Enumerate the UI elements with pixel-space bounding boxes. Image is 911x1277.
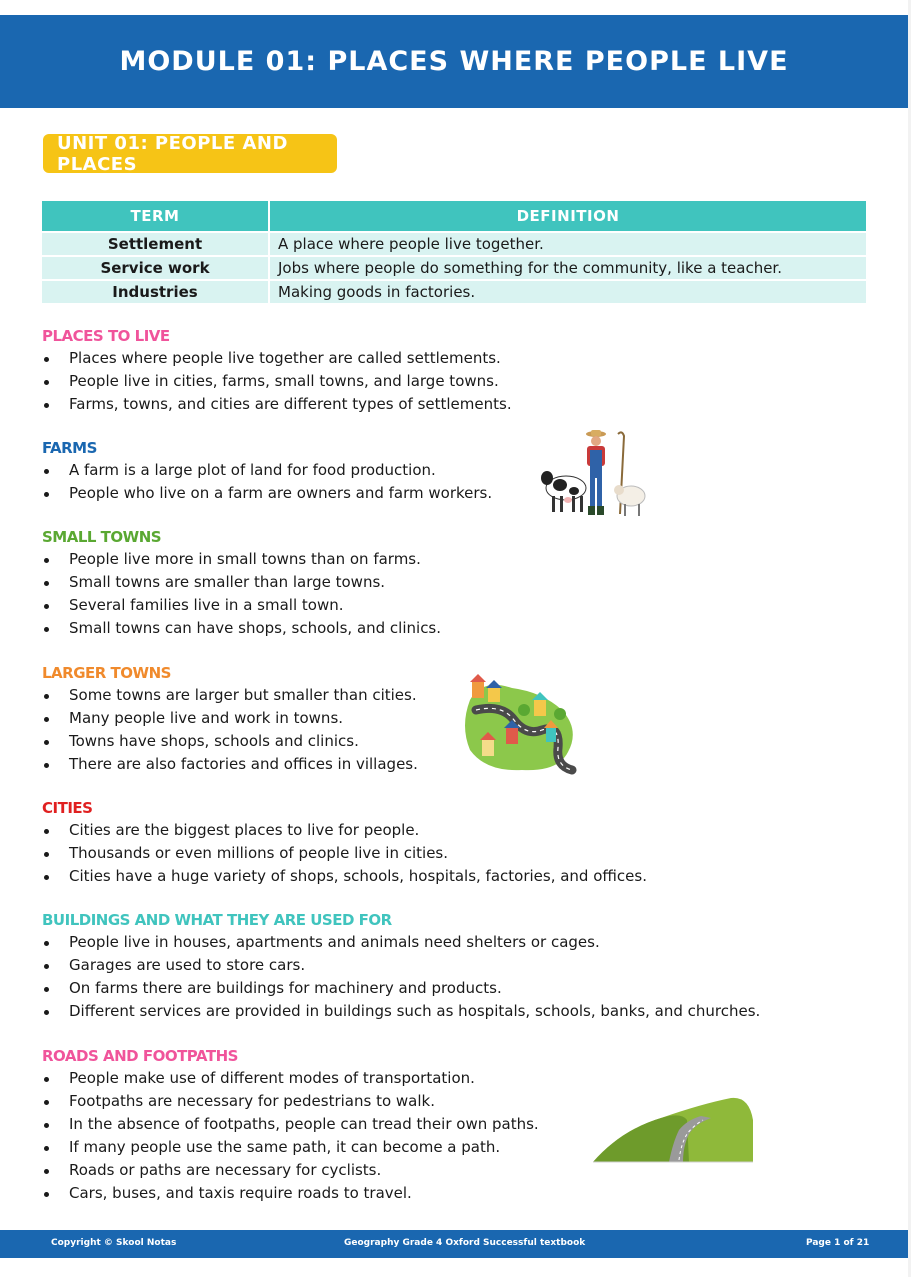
list-item: Small towns are smaller than large towns. bbox=[42, 571, 441, 594]
list-item: Some towns are larger but smaller than cities. bbox=[42, 684, 418, 707]
bullet-list bbox=[42, 684, 418, 776]
section-farms bbox=[42, 437, 492, 505]
section-heading: PLACES TO LIVE bbox=[42, 327, 170, 345]
list-item: Cities are the biggest places to live for people. bbox=[42, 819, 647, 842]
list-item: If many people use the same path, it can become a path. bbox=[42, 1136, 539, 1159]
list-item: Small towns can have shops, schools, and clinics. bbox=[42, 617, 441, 640]
town-illustration bbox=[462, 670, 577, 775]
footer-copyright: Copyright © Skool Notas bbox=[51, 1238, 177, 1248]
list-item: Garages are used to store cars. bbox=[42, 954, 760, 977]
section-heading: FARMS bbox=[42, 439, 97, 457]
list-item: Cars, buses, and taxis require roads to travel. bbox=[42, 1182, 539, 1205]
section-heading: SMALL TOWNS bbox=[42, 528, 162, 546]
list-item: Towns have shops, schools and clinics. bbox=[42, 730, 418, 753]
section-buildings bbox=[42, 909, 760, 1023]
terms-table bbox=[42, 201, 866, 303]
table-row bbox=[42, 232, 866, 256]
farmer-illustration bbox=[538, 428, 650, 520]
road-illustration bbox=[591, 1090, 755, 1164]
list-item: Farms, towns, and cities are different types of settlements. bbox=[42, 393, 512, 416]
definition-cell: Jobs where people do something for the community, like a teacher. bbox=[269, 256, 866, 280]
list-item: A farm is a large plot of land for food production. bbox=[42, 459, 492, 482]
bullet-list bbox=[42, 931, 760, 1023]
bullet-list bbox=[42, 347, 512, 416]
list-item: Places where people live together are called settlements. bbox=[42, 347, 512, 370]
table-row bbox=[42, 280, 866, 303]
section-larger-towns bbox=[42, 662, 418, 776]
page-footer bbox=[0, 1230, 908, 1258]
definition-cell: Making goods in factories. bbox=[269, 280, 866, 303]
list-item: There are also factories and offices in villages. bbox=[42, 753, 418, 776]
list-item: People make use of different modes of transportation. bbox=[42, 1067, 539, 1090]
unit-badge bbox=[43, 134, 337, 173]
section-heading: CITIES bbox=[42, 799, 93, 817]
section-small-towns bbox=[42, 526, 441, 640]
top-margin bbox=[0, 0, 911, 15]
list-item: Different services are provided in buildings such as hospitals, schools, banks, and churches. bbox=[42, 1000, 760, 1023]
section-heading: ROADS AND FOOTPATHS bbox=[42, 1047, 238, 1065]
list-item: Several families live in a small town. bbox=[42, 594, 441, 617]
bullet-list bbox=[42, 819, 647, 888]
list-item: On farms there are buildings for machinery and products. bbox=[42, 977, 760, 1000]
table-row bbox=[42, 256, 866, 280]
list-item: People live in houses, apartments and animals need shelters or cages. bbox=[42, 931, 760, 954]
bullet-list bbox=[42, 459, 492, 505]
term-cell: Settlement bbox=[42, 232, 269, 256]
table-header-row bbox=[42, 201, 866, 232]
bullet-list bbox=[42, 548, 441, 640]
column-header-definition: DEFINITION bbox=[269, 201, 866, 232]
list-item: People live more in small towns than on farms. bbox=[42, 548, 441, 571]
list-item: People live in cities, farms, small towns, and large towns. bbox=[42, 370, 512, 393]
list-item: Roads or paths are necessary for cyclists. bbox=[42, 1159, 539, 1182]
term-cell: Industries bbox=[42, 280, 269, 303]
section-cities bbox=[42, 797, 647, 888]
module-header bbox=[0, 15, 908, 108]
module-title: MODULE 01: PLACES WHERE PEOPLE LIVE bbox=[119, 46, 789, 77]
section-heading: LARGER TOWNS bbox=[42, 664, 171, 682]
list-item: Footpaths are necessary for pedestrians to walk. bbox=[42, 1090, 539, 1113]
section-places-to-live bbox=[42, 325, 512, 416]
definition-cell: A place where people live together. bbox=[269, 232, 866, 256]
section-heading: BUILDINGS AND WHAT THEY ARE USED FOR bbox=[42, 911, 392, 929]
list-item: Thousands or even millions of people live in cities. bbox=[42, 842, 647, 865]
list-item: In the absence of footpaths, people can tread their own paths. bbox=[42, 1113, 539, 1136]
bullet-list bbox=[42, 1067, 539, 1205]
list-item: Many people live and work in towns. bbox=[42, 707, 418, 730]
footer-page-number: Page 1 of 21 bbox=[806, 1238, 870, 1248]
list-item: Cities have a huge variety of shops, schools, hospitals, factories, and offices. bbox=[42, 865, 647, 888]
list-item: People who live on a farm are owners and farm workers. bbox=[42, 482, 492, 505]
unit-label: UNIT 01: PEOPLE AND PLACES bbox=[57, 132, 288, 175]
term-cell: Service work bbox=[42, 256, 269, 280]
footer-subject: Geography Grade 4 Oxford Successful textbook bbox=[344, 1238, 586, 1248]
column-header-term: TERM bbox=[42, 201, 269, 232]
section-roads-footpaths bbox=[42, 1045, 539, 1205]
